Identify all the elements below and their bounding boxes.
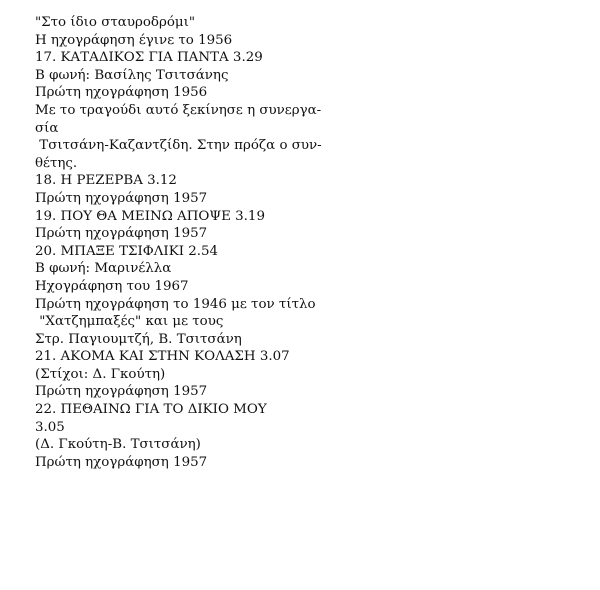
text-line-track-22-credits: (Δ. Γκούτη-Β. Τσιτσάνη) xyxy=(35,437,201,453)
text-line-track-22-title: 22. ΠΕΘΑΙΝΩ ΓΙΑ ΤΟ ΔΙΚΙΟ ΜΟΥ xyxy=(35,402,267,418)
text-line-track-17-note-1: Με το τραγούδι αυτό ξεκίνησε η συνεργα- xyxy=(35,102,322,118)
text-line-recording-note: Η ηχογράφηση έγινε το 1956 xyxy=(35,32,233,48)
text-line-track-20-original-title: "Χατζημπαξές" και με τους xyxy=(35,314,224,330)
text-line-album-title: "Στο ίδιο σταυροδρόμι" xyxy=(35,15,196,30)
text-line-track-17-first-recording: Πρώτη ηχογράφηση 1956 xyxy=(35,85,208,101)
text-line-track-17-note-2: σία xyxy=(35,120,59,136)
text-line-track-17-note-3: Τσιτσάνη-Καζαντζίδη. Στην πρόζα ο συν- xyxy=(35,138,322,154)
text-line-track-20-title: 20. ΜΠΑΞΕ ΤΣΙΦΛΙΚΙ 2.54 xyxy=(35,243,219,259)
text-line-track-21-lyrics: (Στίχοι: Δ. Γκούτη) xyxy=(35,366,166,382)
text-line-track-20-original-artists: Στρ. Παγιουμτζή, Β. Τσιτσάνη xyxy=(35,331,242,347)
text-line-track-20-second-voice: Β φωνή: Μαρινέλλα xyxy=(35,261,172,277)
text-line-track-19-title: 19. ΠΟΥ ΘΑ ΜΕΙΝΩ ΑΠΟΨΕ 3.19 xyxy=(35,208,265,224)
text-line-track-22-first-recording: Πρώτη ηχογράφηση 1957 xyxy=(35,454,208,470)
document-text-block xyxy=(35,14,335,471)
text-line-track-18-first-recording: Πρώτη ηχογράφηση 1957 xyxy=(35,190,208,206)
text-line-track-21-title: 21. ΑΚΟΜΑ ΚΑΙ ΣΤΗΝ ΚΟΛΑΣΗ 3.07 xyxy=(35,349,290,365)
text-line-track-19-first-recording: Πρώτη ηχογράφηση 1957 xyxy=(35,226,208,242)
text-line-track-22-duration: 3.05 xyxy=(35,419,65,435)
text-line-track-20-recording: Ηχογράφηση του 1967 xyxy=(35,278,189,294)
text-line-track-17-note-4: θέτης. xyxy=(35,155,78,171)
text-line-track-18-title: 18. Η ΡΕΖΕΡΒΑ 3.12 xyxy=(35,173,177,189)
text-line-track-21-first-recording: Πρώτη ηχογράφηση 1957 xyxy=(35,384,208,400)
text-line-track-20-first-recording: Πρώτη ηχογράφηση το 1946 με τον τίτλο xyxy=(35,296,316,312)
text-line-track-17-title: 17. ΚΑΤΑΔΙΚΟΣ ΓΙΑ ΠΑΝΤΑ 3.29 xyxy=(35,50,263,66)
text-line-track-17-second-voice: Β φωνή: Βασίλης Τσιτσάνης xyxy=(35,67,229,83)
